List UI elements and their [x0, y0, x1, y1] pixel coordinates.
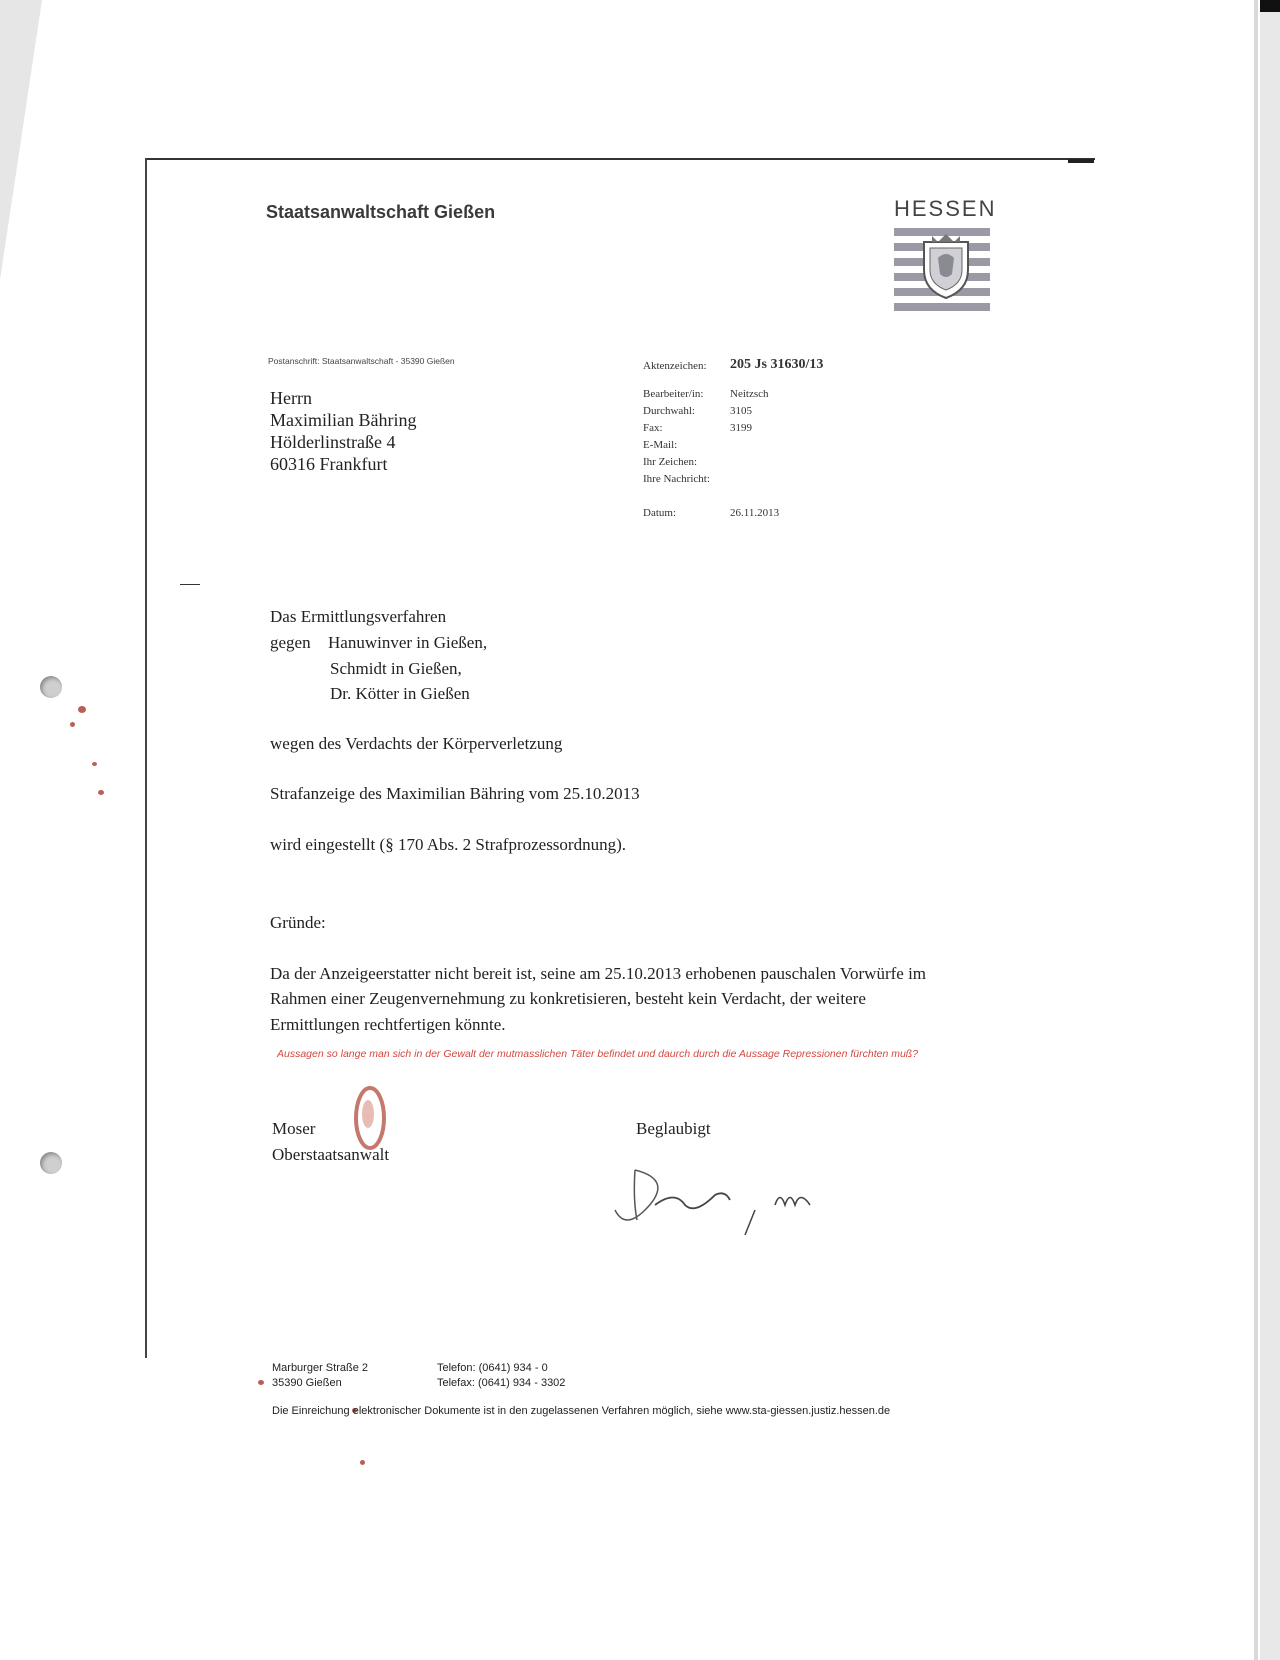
signer-title: Oberstaatsanwalt [272, 1145, 390, 1164]
complaint-text: Strafanzeige des Maximilian Bähring vom 25.10.2013 [270, 784, 640, 803]
signer-name: Moser [272, 1119, 316, 1138]
reason-line-3: Ermittlungen rechtfertigen könnte. [270, 1015, 506, 1034]
bearbeiter-label: Bearbeiter/in: [643, 388, 704, 400]
fax-value: 3199 [730, 422, 752, 434]
hessen-logo [894, 196, 997, 318]
footer-notice: Die Einreichung elektronischer Dokumente ist in den zugelassenen Verfahren möglich, siehe www.sta-giessen.justiz.hessen.de [272, 1405, 891, 1417]
agency-name: Staatsanwaltschaft Gießen [266, 202, 496, 222]
defendant-1: Hanuwinver in Gießen, [328, 633, 488, 652]
fax-label: Fax: [643, 422, 663, 434]
decision-text: wird eingestellt (§ 170 Abs. 2 Strafprozessordnung). [270, 835, 626, 854]
stain-spot [258, 1380, 264, 1385]
datum-label: Datum: [643, 507, 676, 519]
bearbeiter-value: Neitzsch [730, 388, 769, 400]
frame-left-line [145, 158, 147, 1358]
durchwahl-label: Durchwahl: [643, 405, 695, 417]
stain-spot [98, 790, 104, 795]
return-address: Postanschrift: Staatsanwaltschaft - 35390 Gießen [268, 356, 455, 366]
aktenzeichen-label: Aktenzeichen: [643, 360, 707, 372]
ihre-nachricht-label: Ihre Nachricht: [643, 473, 710, 485]
frame-mark [1068, 159, 1094, 163]
recipient-salutation: Herrn [270, 388, 312, 408]
footer-phone: Telefon: (0641) 934 - 0 [437, 1362, 548, 1374]
defendant-3: Dr. Kötter in Gießen [330, 684, 470, 703]
handwritten-signature-icon [605, 1150, 865, 1240]
handwritten-annotation: Aussagen so lange man sich in der Gewalt der mutmasslichen Täter befindet und daurch durch die Aussage Repressionen fürchten muß? [277, 1048, 919, 1060]
paper-edge [1254, 0, 1258, 1660]
stain-spot [78, 706, 86, 713]
ihr-zeichen-label: Ihr Zeichen: [643, 456, 698, 468]
logo-stripe [894, 303, 990, 311]
scanner-background [1260, 0, 1280, 1660]
stain-spot [70, 722, 75, 727]
folded-corner [0, 0, 42, 280]
recipient-street: Hölderlinstraße 4 [270, 432, 396, 452]
footer-street: Marburger Straße 2 [272, 1362, 368, 1374]
frame-top-line [145, 158, 1095, 160]
punch-hole-bottom [40, 1152, 62, 1174]
against-label: gegen [270, 633, 311, 652]
defendant-2: Schmidt in Gießen, [330, 659, 462, 678]
scanner-shadow [1260, 0, 1280, 12]
stain-spot [360, 1460, 365, 1465]
fold-mark [180, 584, 200, 585]
email-label: E-Mail: [643, 439, 678, 451]
recipient-city: 60316 Frankfurt [270, 454, 388, 474]
recipient-name: Maximilian Bähring [270, 410, 417, 430]
footer-city: 35390 Gießen [272, 1377, 342, 1389]
aktenzeichen-value: 205 Js 31630/13 [730, 357, 824, 372]
certified-label: Beglaubigt [636, 1119, 711, 1138]
footer-telefax: Telefax: (0641) 934 - 3302 [437, 1377, 566, 1389]
punch-hole-top [40, 676, 62, 698]
datum-value: 26.11.2013 [730, 507, 780, 519]
hessen-logo-text: HESSEN [894, 196, 997, 221]
charge-text: wegen des Verdachts der Körperverletzung [270, 734, 563, 753]
durchwahl-value: 3105 [730, 405, 752, 417]
reasons-heading: Gründe: [270, 913, 326, 932]
stain-spot [92, 762, 97, 766]
reason-line-2: Rahmen einer Zeugenvernehmung zu konkretisieren, besteht kein Verdacht, der weitere [270, 989, 866, 1008]
recipient-address [270, 387, 416, 475]
proceeding-intro: Das Ermittlungsverfahren [270, 607, 447, 626]
reason-line-1: Da der Anzeigeerstatter nicht bereit ist, seine am 25.10.2013 erhobenen pauschalen Vorwürfe im [270, 964, 927, 983]
coat-of-arms-icon [918, 232, 974, 300]
